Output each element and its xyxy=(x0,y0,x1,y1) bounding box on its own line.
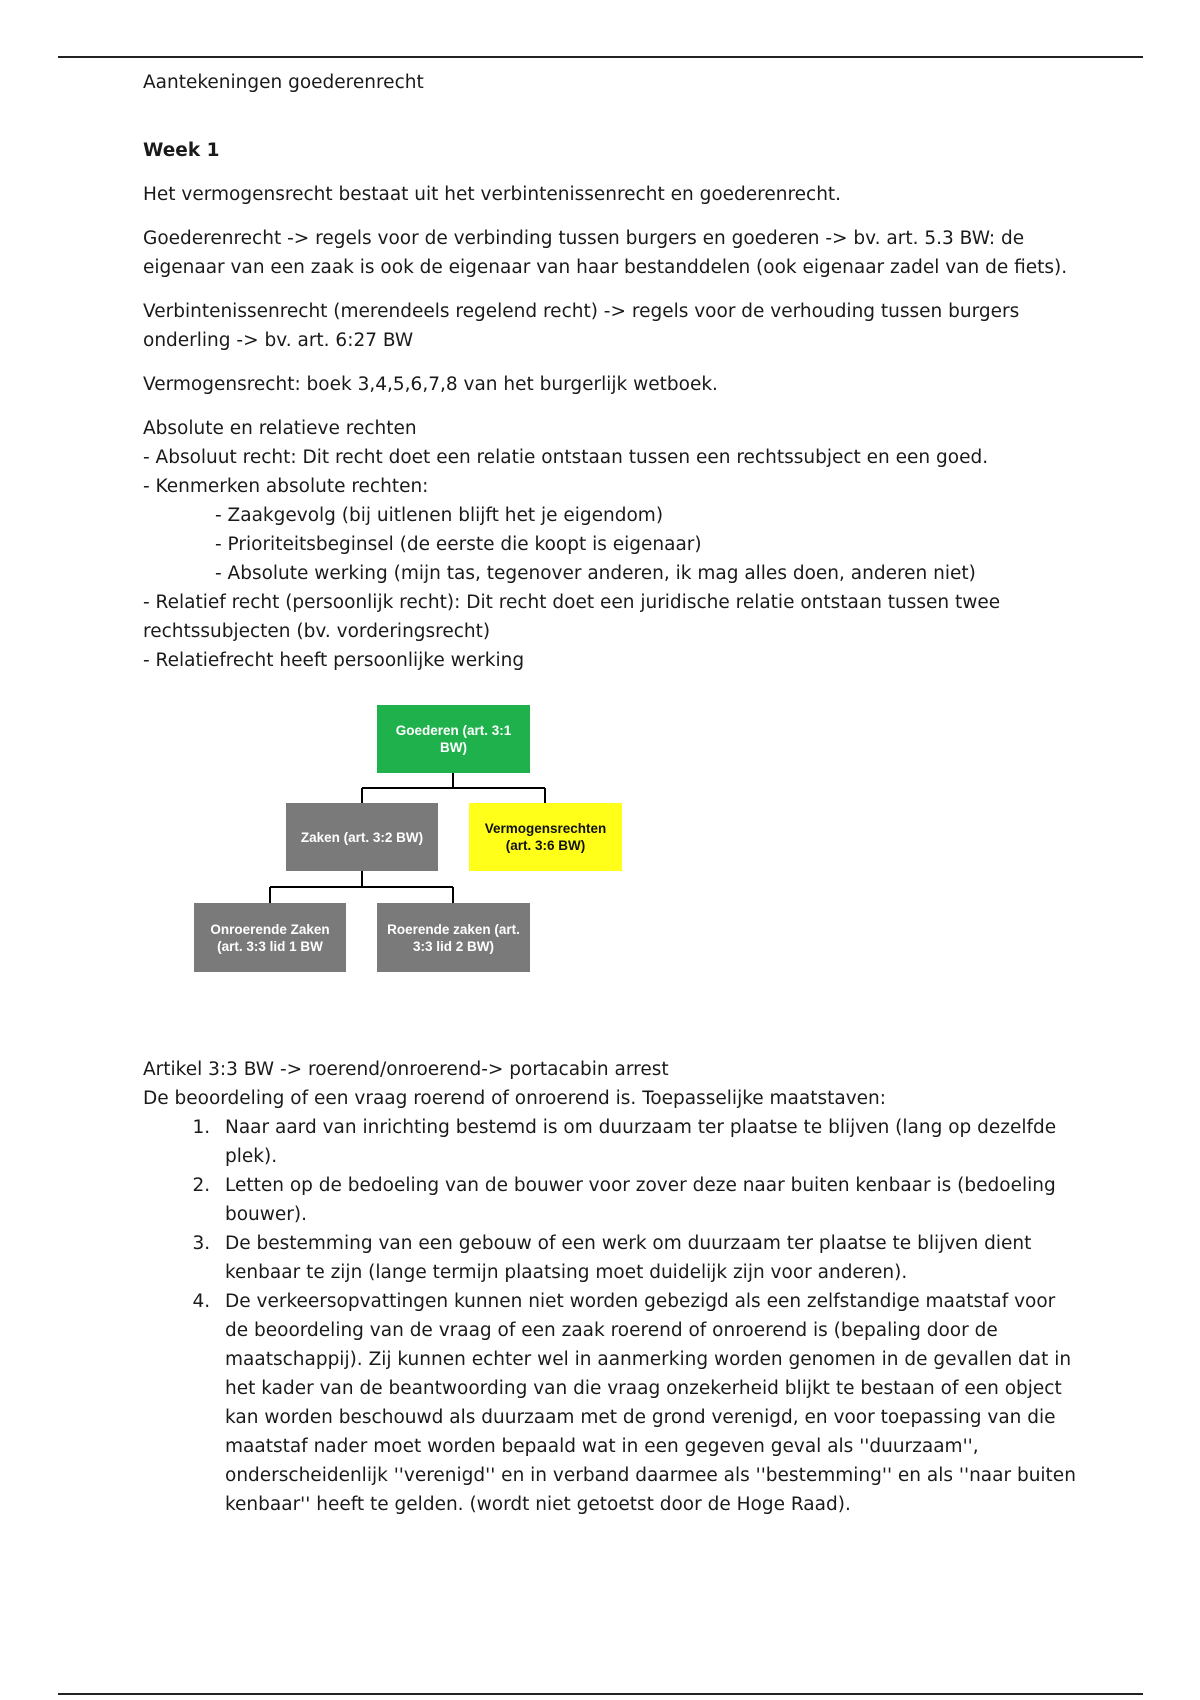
bottom-rule xyxy=(58,1693,1143,1695)
document-body xyxy=(143,68,1083,1519)
absolute-rights-sub: - Zaakgevolg (bij uitlenen blijft het je eigendom) xyxy=(215,505,664,526)
relative-rights-line: - Relatief recht (persoonlijk recht): Dit recht doet een juridische relatie ontstaan tussen twee rechtssubjecten (bv. vorderingsrecht) xyxy=(143,592,1001,642)
goederen-node: Goederen (art. 3:1 BW) xyxy=(377,705,530,773)
absolute-rights-title: Absolute en relatieve rechten xyxy=(143,418,417,439)
list-item: 4. De verkeersopvattingen kunnen niet worden gebezigd als een zelfstandige maatstaf voor de beoordeling van de vraag of een zaak roerend of onroerend is (bepaling door de maatschappij). Zij kunnen echter wel in aanmerking worden genomen in de gevallen dat in het kader van de beantwoording van die vraag onzekerheid blijkt te bestaan of een object kan worden beschouwd als duurzaam met de grond verenigd, en voor toepassing van die maatstaf nader moet worden bepaald wat in een gegeven geval als ''duurzaam'', onderscheidenlijk ''verenigd'' en in verband daarmee als ''bestemming'' en als ''naar buiten kenbaar'' heeft te gelden. (wordt niet getoetst door de Hoge Raad). xyxy=(216,1287,1083,1519)
week-heading: Week 1 xyxy=(143,140,220,161)
artikel-line: De beoordeling of een vraag roerend of onroerend is. Toepasselijke maatstaven: xyxy=(143,1088,886,1109)
paragraph: Het vermogensrecht bestaat uit het verbintenissenrecht en goederenrecht. xyxy=(143,184,842,205)
top-rule xyxy=(58,56,1143,58)
absolute-rights-line: - Absoluut recht: Dit recht doet een relatie ontstaan tussen een rechtssubject en een goed. xyxy=(143,447,989,468)
roerende-zaken-node: Roerende zaken (art. 3:3 lid 2 BW) xyxy=(377,903,530,972)
absolute-rights-sub: - Prioriteitsbeginsel (de eerste die koopt is eigenaar) xyxy=(215,534,702,555)
zaken-node: Zaken (art. 3:2 BW) xyxy=(286,803,438,871)
paragraph: Verbintenissenrecht (merendeels regelend recht) -> regels voor de verhouding tussen burgers onderling -> bv. art. 6:27 BW xyxy=(143,301,1020,351)
list-item: 2. Letten op de bedoeling van de bouwer voor zover deze naar buiten kenbaar is (bedoeling bouwer). xyxy=(216,1171,1083,1229)
criteria-list xyxy=(143,1113,1083,1519)
goederen-diagram xyxy=(143,685,1083,1055)
document-header: Aantekeningen goederenrecht xyxy=(143,72,424,93)
list-item: 3. De bestemming van een gebouw of een werk om duurzaam ter plaatse te blijven dient kenbaar te zijn (lange termijn plaatsing moet duidelijk zijn voor anderen). xyxy=(216,1229,1083,1287)
vermogensrechten-node: Vermogensrechten (art. 3:6 BW) xyxy=(469,803,622,871)
onroerende-zaken-node: Onroerende Zaken (art. 3:3 lid 1 BW xyxy=(194,903,346,972)
relative-rights-line: - Relatiefrecht heeft persoonlijke werking xyxy=(143,650,525,671)
absolute-rights-sub: - Absolute werking (mijn tas, tegenover anderen, ik mag alles doen, anderen niet) xyxy=(215,563,976,584)
absolute-rights-block xyxy=(143,414,1083,675)
list-item: 1. Naar aard van inrichting bestemd is om duurzaam ter plaatse te blijven (lang op dezelfde plek). xyxy=(216,1113,1083,1171)
paragraph: Vermogensrecht: boek 3,4,5,6,7,8 van het burgerlijk wetboek. xyxy=(143,374,718,395)
absolute-rights-line: - Kenmerken absolute rechten: xyxy=(143,476,429,497)
paragraph: Goederenrecht -> regels voor de verbinding tussen burgers en goederen -> bv. art. 5.3 BW: de eigenaar van een zaak is ook de eigenaar van haar bestanddelen (ook eigenaar zadel van de fiets). xyxy=(143,228,1068,278)
artikel-line: Artikel 3:3 BW -> roerend/onroerend-> portacabin arrest xyxy=(143,1059,669,1080)
